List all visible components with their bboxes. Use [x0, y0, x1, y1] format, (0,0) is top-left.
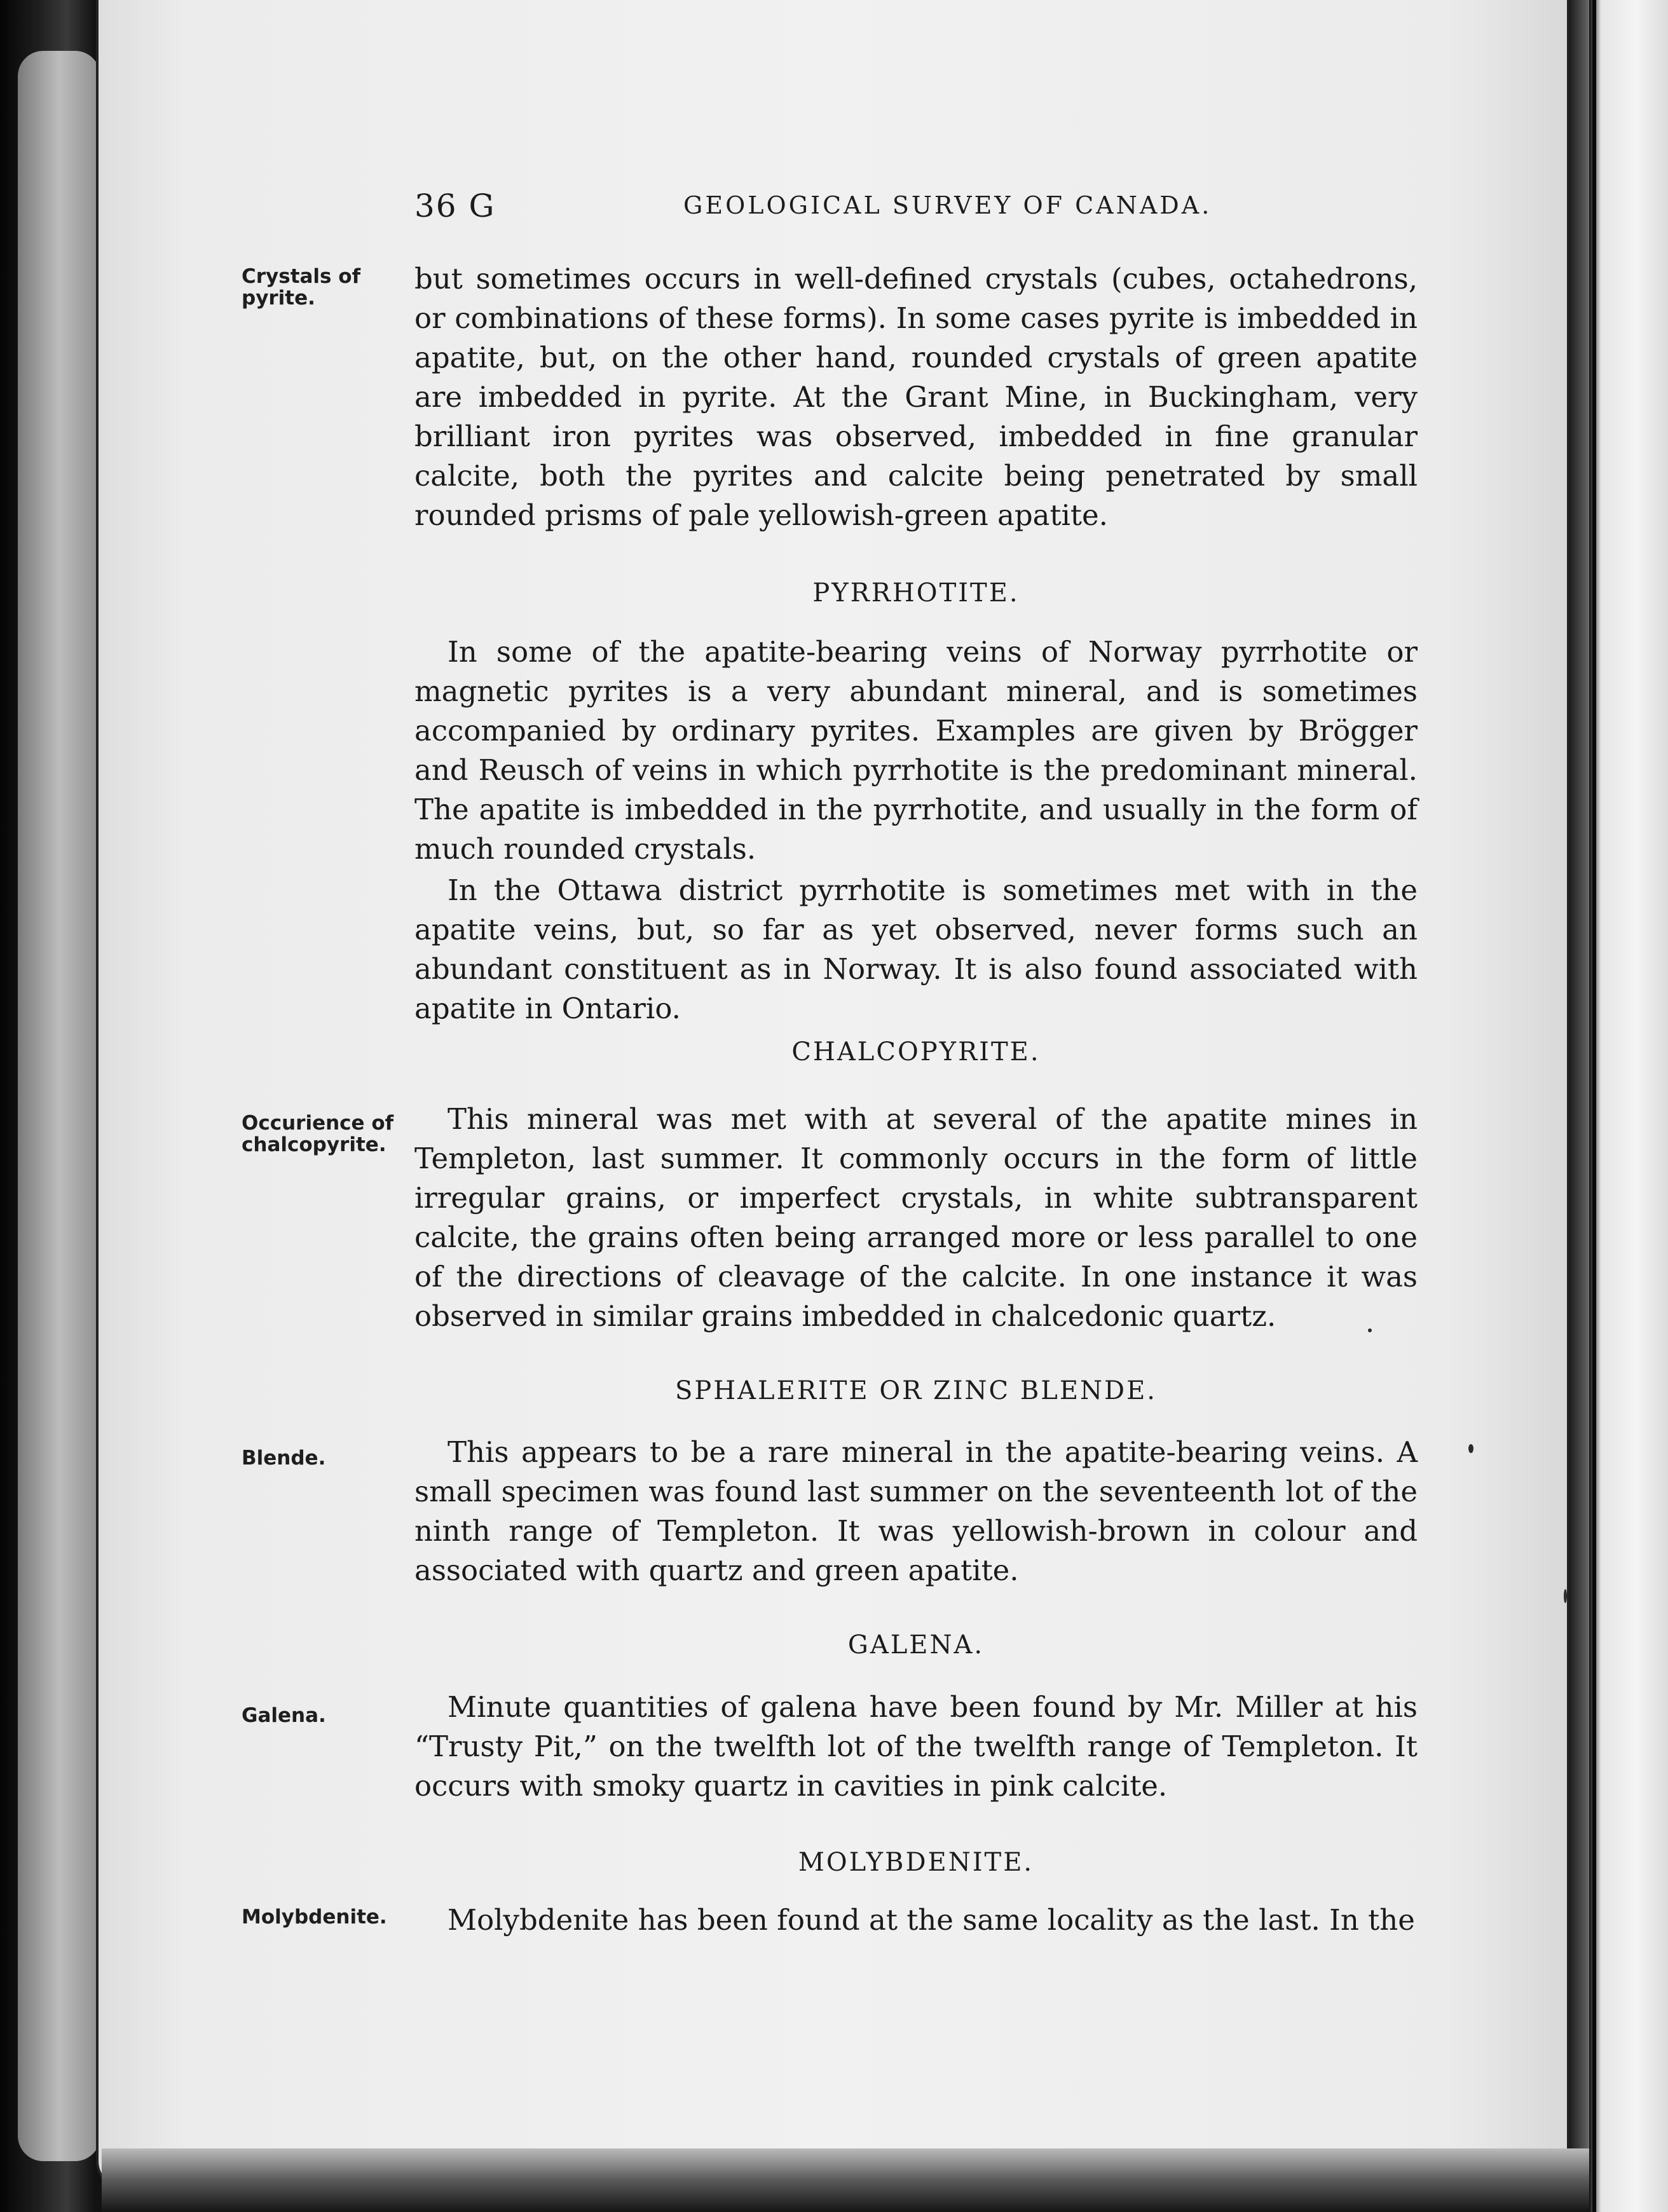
heading-sphalerite: SPHALERITE OR ZINC BLENDE. [674, 1376, 1158, 1405]
paragraph-text: This appears to be a rare mineral in the apatite-bearing veins. A small specimen was found last summer on the seventeenth lot of the ninth range of Templeton. It was yellowish-brown in colour and associated with quartz and green apatite. [414, 1435, 1418, 1587]
paragraph-blende [414, 1433, 1418, 1590]
running-head: GEOLOGICAL SURVEY OF CANADA. [683, 191, 1212, 219]
paragraph-text: Molybdenite has been found at the same locality as the last. In the [448, 1903, 1415, 1937]
facing-page-edge [1589, 0, 1668, 2212]
paragraph-text: In the Ottawa district pyrrhotite is sometimes met with in the apatite veins, but, so far as yet observed, never forms such an abundant constituent as in Norway. It is also found associated with apatite in Ontario. [414, 873, 1418, 1025]
margin-note-crystals-of-pyrite: Crystals of pyrite. [242, 265, 361, 310]
facing-page-border [1592, 0, 1596, 2212]
margin-note-chalcopyrite: Occurience of chalcopyrite. [242, 1112, 394, 1156]
paragraph-pyrrhotite-ottawa [414, 871, 1418, 1028]
scan-speck [1564, 1589, 1567, 1603]
scan-speck [1368, 1328, 1372, 1332]
heading-pyrrhotite: PYRRHOTITE. [812, 578, 1020, 608]
margin-note-blende: Blende. [242, 1447, 326, 1470]
paragraph-text: but sometimes occurs in well-defined crystals (cubes, octahedrons, or combinations of these forms). In some cases pyrite is imbedded in apatite, but, on the other hand, rounded crystals of green apatite are imbedded in pyrite. At the Grant Mine, in Buckingham, very brilliant iron pyrites was observed, imbedded in fine granular calcite, both the pyrites and calcite being penetrated by small rounded prisms of pale yellowish-green apatite. [414, 262, 1418, 532]
paragraph-pyrite [414, 259, 1418, 535]
margin-note-galena: Galena. [242, 1704, 326, 1727]
paragraph-galena [414, 1688, 1418, 1806]
heading-chalcopyrite: CHALCOPYRITE. [791, 1037, 1041, 1067]
book-spine-edge [18, 51, 100, 2161]
scan-speck [1468, 1444, 1473, 1453]
paragraph-text: In some of the apatite-bearing veins of Norway pyrrhotite or magnetic pyrites is a very abundant mineral, and is sometimes accompanied by ordinary pyrites. Examples are given by Brögger and Reusch of veins in which pyrrhotite is the predominant mineral. The apatite is imbedded in the pyrrhotite, and usually in the form of much rounded crystals. [414, 635, 1418, 866]
heading-galena: GALENA. [847, 1630, 985, 1660]
paragraph-text: Minute quantities of galena have been found by Mr. Miller at his “Trusty Pit,” on the twelfth lot of the twelfth range of Templeton. It occurs with smoky quartz in cavities in pink calcite. [414, 1690, 1418, 1803]
paragraph-molybdenite [414, 1901, 1418, 1940]
page-number: 36 G [414, 188, 496, 224]
paragraph-text: This mineral was met with at several of the apatite mines in Templeton, last summer. It commonly occurs in the form of little irregular grains, or imperfect crystals, in white subtransparent calcite, the grains often being arranged more or less parallel to one of the directions of cleavage of the calcite. In one instance it was observed in similar grains imbedded in chalcedonic quartz. [414, 1102, 1418, 1333]
paragraph-pyrrhotite-norway [414, 632, 1418, 869]
page-header [0, 188, 1668, 238]
heading-molybdenite: MOLYBDENITE. [798, 1848, 1034, 1877]
page-bottom-shadow [102, 2148, 1589, 2212]
paragraph-chalcopyrite [414, 1100, 1418, 1336]
margin-note-molybdenite: Molybdenite. [242, 1906, 387, 1929]
